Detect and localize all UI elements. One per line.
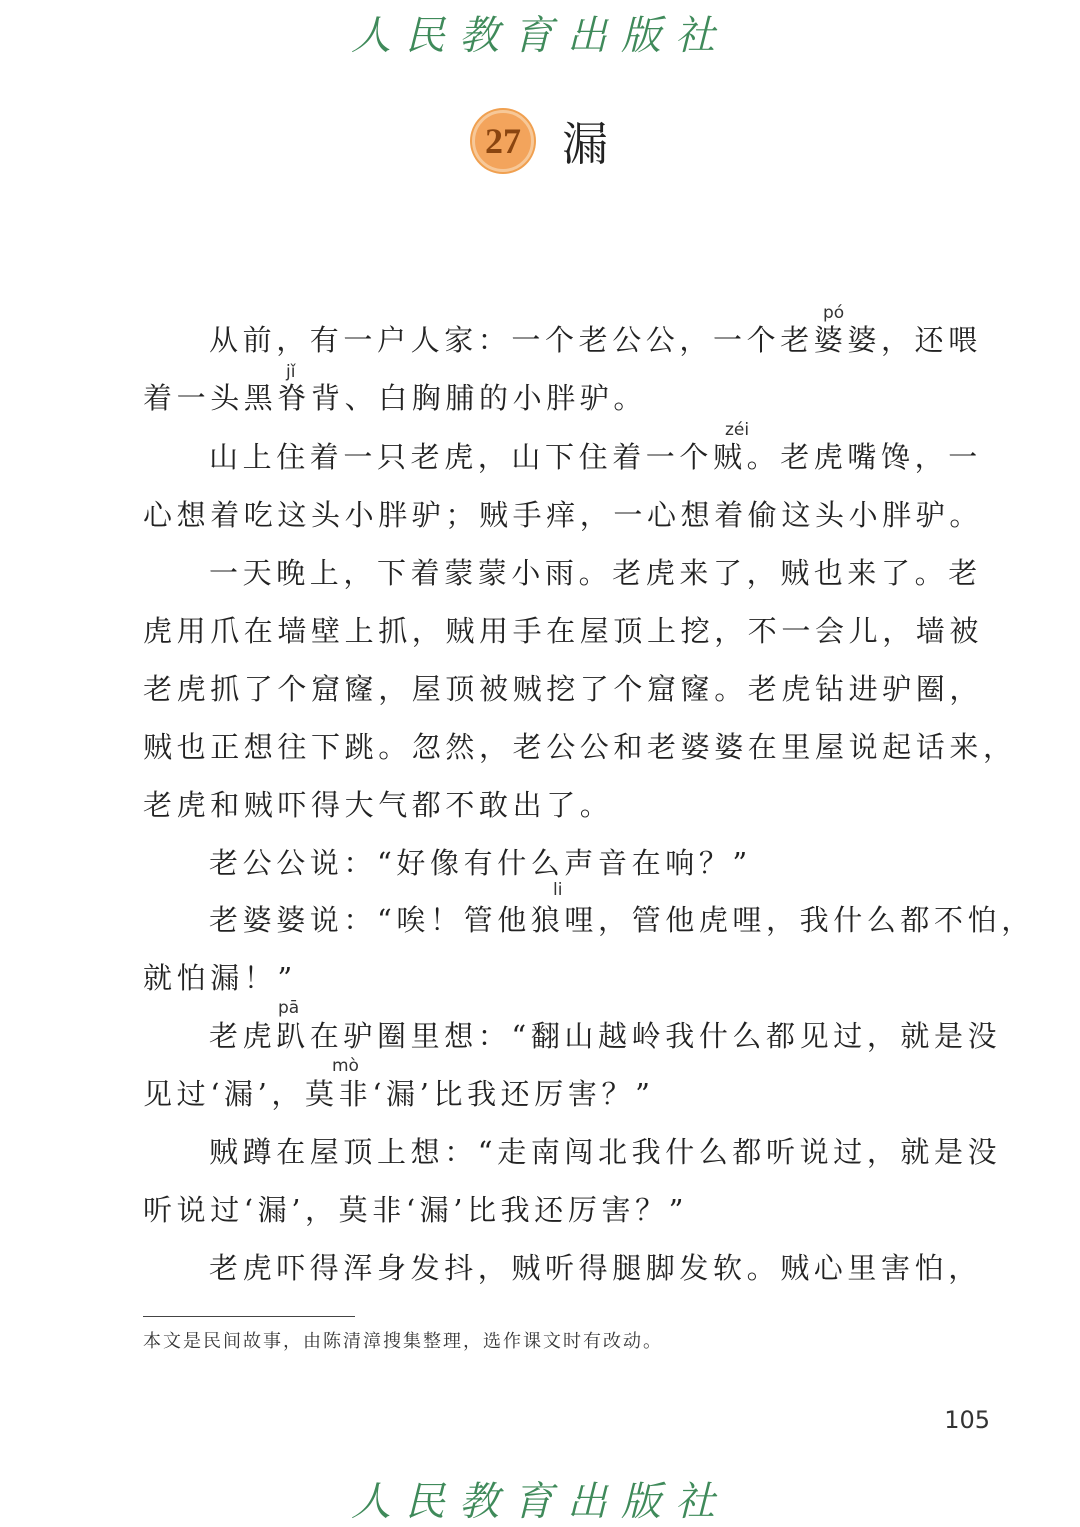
- lesson-number-badge: 27: [472, 110, 534, 172]
- pinyin-pa: pā: [278, 998, 300, 1018]
- text-line: 就怕漏！”: [143, 961, 297, 995]
- pinyin-li: li: [553, 880, 563, 900]
- text-line: 一天晚上，下着蒙蒙小雨。老虎来了，贼也来了。老: [209, 556, 982, 590]
- pinyin-po: pó: [823, 303, 845, 323]
- text-line: 见过‘漏’，莫非‘漏’比我还厉害？”: [143, 1077, 655, 1111]
- text-line: 心想着吃这头小胖驴；贼手痒，一心想着偷这头小胖驴。: [143, 498, 984, 532]
- lesson-header: [0, 108, 1080, 174]
- text-line: 老虎和贼吓得大气都不敢出了。: [143, 788, 614, 822]
- pinyin-ji: jǐ: [286, 362, 296, 382]
- text-line: 老婆婆说：“唉！管他狼哩，管他虎哩，我什么都不怕，: [209, 903, 1035, 937]
- footnote-divider: [143, 1316, 355, 1317]
- text-line: 老虎吓得浑身发抖，贼听得腿脚发软。贼心里害怕，: [209, 1251, 982, 1285]
- footnote: 本文是民间故事，由陈清漳搜集整理，选作课文时有改动。: [143, 1331, 663, 1352]
- lesson-title: 漏: [562, 117, 608, 171]
- text-line: 老虎抓了个窟窿，屋顶被贼挖了个窟窿。老虎钻进驴圈，: [143, 672, 984, 706]
- pinyin-mo: mò: [332, 1056, 359, 1076]
- text-line: 听说过‘漏’，莫非‘漏’比我还厉害？”: [143, 1193, 689, 1227]
- text-line: 老公公说：“好像有什么声音在响？”: [209, 846, 752, 880]
- publisher-watermark-bottom: 人民教育出版社: [351, 1479, 729, 1525]
- pinyin-zei: zéi: [725, 420, 750, 440]
- page-number: 105: [944, 1406, 990, 1434]
- text-line: 老虎趴在驴圈里想：“翻山越岭我什么都见过，就是没: [209, 1019, 1002, 1053]
- text-line: 贼蹲在屋顶上想：“走南闯北我什么都听说过，就是没: [209, 1135, 1002, 1169]
- text-line: 从前，有一户人家：一个老公公，一个老婆婆，还喂: [209, 323, 982, 357]
- text-line: 着一头黑脊背、白胸脯的小胖驴。: [143, 381, 648, 415]
- publisher-watermark-top: 人民教育出版社: [351, 13, 729, 59]
- text-line: 山上住着一只老虎，山下住着一个贼。老虎嘴馋，一: [209, 440, 982, 474]
- text-line: 虎用爪在墙壁上抓，贼用手在屋顶上挖，不一会儿，墙被: [143, 614, 984, 648]
- text-line: 贼也正想往下跳。忽然，老公公和老婆婆在里屋说起话来，: [143, 730, 1017, 764]
